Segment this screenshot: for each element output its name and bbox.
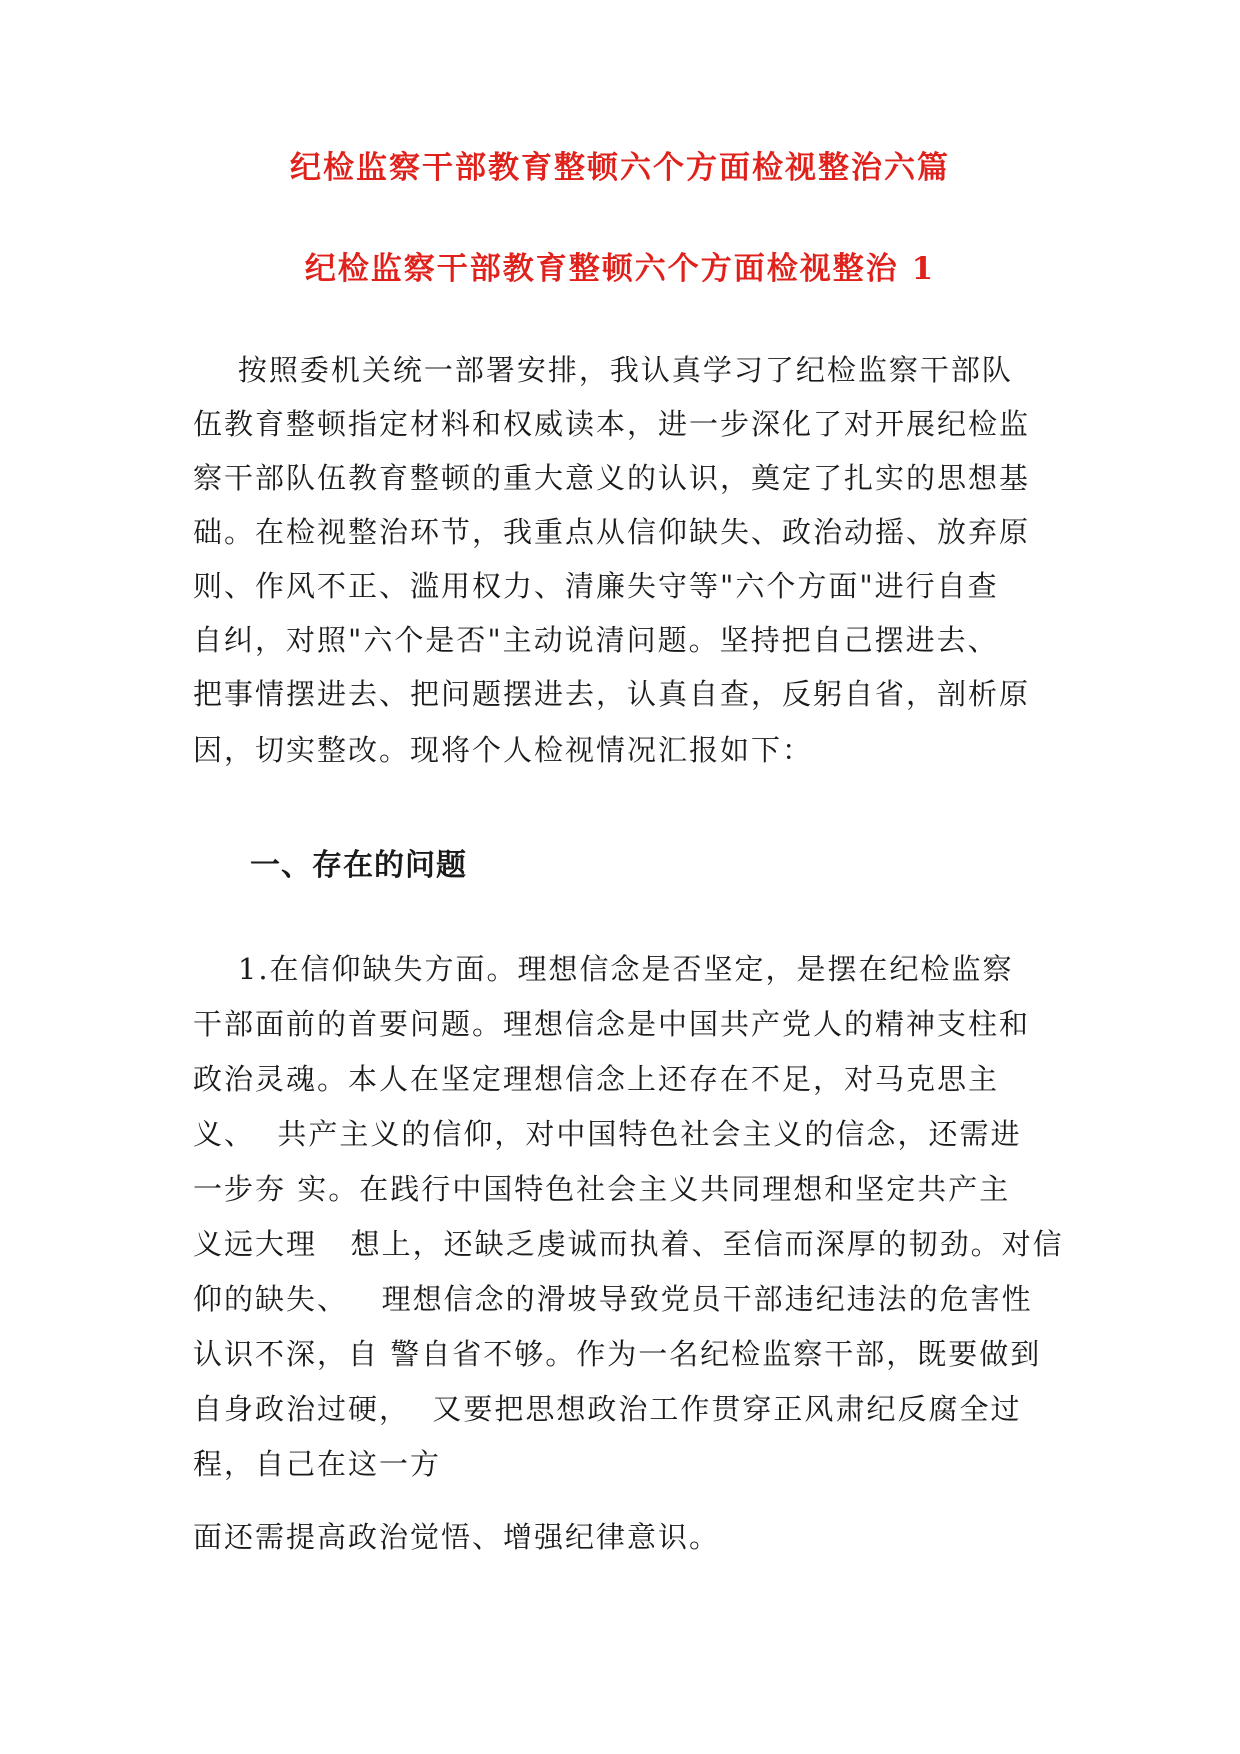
document-subtitle: 纪检监察干部教育整顿六个方面检视整治 1 xyxy=(304,251,936,287)
paragraph-line: 按照委机关统一部署安排，我认真学习了纪检监察干部队 xyxy=(193,353,1013,387)
paragraph-line: 础。在检视整治环节，我重点从信仰缺失、政治动摇、放弃原 xyxy=(193,515,1031,549)
paragraph-line: 伍教育整顿指定材料和权威读本，进一步深化了对开展纪检监 xyxy=(193,407,1031,441)
paragraph-line: 仰的缺失、 理想信念的滑坡导致党员干部违纪违法的危害性 xyxy=(193,1282,1033,1316)
paragraph-line: 义远大理 想上，还缺乏虔诚而执着、至信而深厚的韧劲。对信 xyxy=(193,1227,1064,1261)
paragraph-line: 程，自己在这一方 xyxy=(193,1447,442,1481)
paragraph-line: 自身政治过硬， 又要把思想政治工作贯穿正风肃纪反腐全过 xyxy=(193,1392,1022,1426)
paragraph-line: 认识不深，自 警自省不够。作为一名纪检监察干部，既要做到 xyxy=(193,1337,1042,1371)
section-heading: 一、存在的问题 xyxy=(250,848,467,883)
paragraph-line: 则、作风不正、滥用权力、清廉失守等"六个方面"进行自查 xyxy=(193,569,999,603)
paragraph-line: 把事情摆进去、把问题摆进去，认真自查，反躬自省，剖析原 xyxy=(193,677,1031,711)
paragraph-line: 一步夯 实。在践行中国特色社会主义共同理想和坚定共产主 xyxy=(193,1172,1011,1206)
document-title: 纪检监察干部教育整顿六个方面检视整治六篇 xyxy=(290,150,950,186)
paragraph-line: 面还需提高政治觉悟、增强纪律意识。 xyxy=(193,1520,721,1554)
paragraph-line: 自纠，对照"六个是否"主动说清问题。坚持把自己摆进去、 xyxy=(193,623,999,657)
paragraph-line: 1.在信仰缺失方面。理想信念是否坚定，是摆在纪检监察 xyxy=(193,952,1014,986)
paragraph-line: 干部面前的首要问题。理想信念是中国共产党人的精神支柱和 xyxy=(193,1007,1031,1041)
paragraph-line: 政治灵魂。本人在坚定理想信念上还存在不足，对马克思主 xyxy=(193,1062,1000,1096)
paragraph-line: 义、 共产主义的信仰，对中国特色社会主义的信念，还需进 xyxy=(193,1117,1022,1151)
paragraph-line: 察干部队伍教育整顿的重大意义的认识，奠定了扎实的思想基 xyxy=(193,461,1031,495)
paragraph-line: 因，切实整改。现将个人检视情况汇报如下： xyxy=(193,733,814,767)
